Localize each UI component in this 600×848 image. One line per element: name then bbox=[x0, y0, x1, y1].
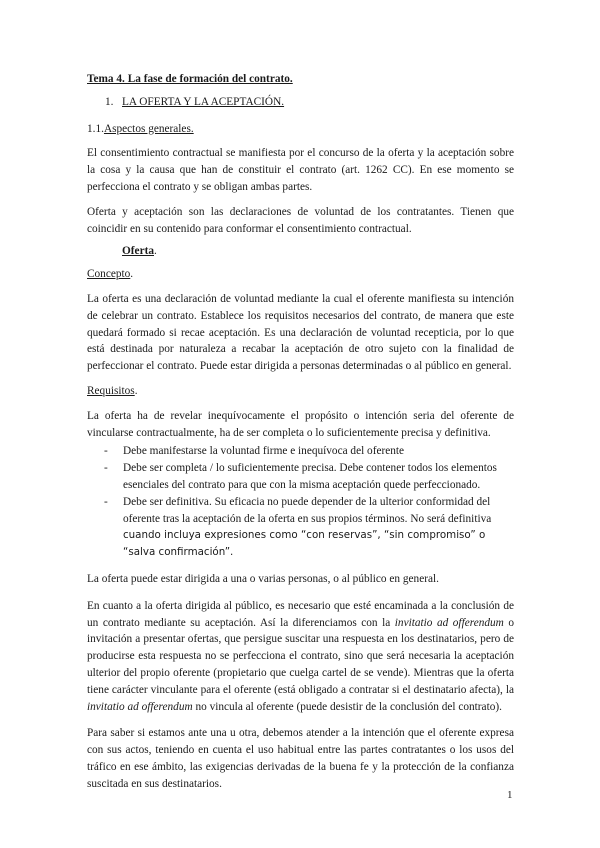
section-number: 1. bbox=[105, 95, 114, 108]
page-content bbox=[87, 71, 514, 792]
list-item: - Debe ser completa / lo suficientemente precisa. Debe contener todos los elementos esenciales del contrato para que con la misma aceptación quede perfeccionado. bbox=[87, 460, 514, 494]
subsection-number: 1.1. bbox=[87, 122, 104, 135]
section-label: LA OFERTA Y LA ACEPTACIÓN. bbox=[122, 95, 285, 108]
dash-bullet: - bbox=[104, 445, 108, 458]
paragraph-oferta-publico: En cuanto a la oferta dirigida al público, es necesario que esté encaminada a la conclusión de un contrato mediante su aceptación. Así la diferenciamos con la invitatio ad offerendum o invitación a presentar ofertas, que persigue suscitar una respuesta en los destinatarios, pero de producirse esta respuesta no se perfecciona el contrato, sino que será necesaria la aceptación ulterior del propio oferente (propietario que cuelga cartel de se vende). Mientras que la oferta tiene carácter vinculante para el oferente (está obligado a contratar si el destinatario afecta), la invitatio ad offerendum no vincula al oferente (puede desistir de la conclusión del contrato). bbox=[87, 599, 514, 713]
oferta-heading: Oferta. bbox=[122, 245, 157, 258]
paragraph-consentimiento: El consentimiento contractual se manifiesta por el concurso de la oferta y la aceptación sobre la cosa y la causa que han de constituir el contrato (art. 1262 CC). En ese momento se perfecciona el contrato y se obligan ambas partes. bbox=[87, 147, 514, 193]
list-item: - Debe manifestarse la voluntad firme e inequívoca del oferente bbox=[87, 443, 514, 460]
document-title: Tema 4. La fase de formación del contrato. bbox=[87, 73, 293, 85]
paragraph-concepto: La oferta es una declaración de voluntad mediante la cual el oferente manifiesta su intención de celebrar un contrato. Establece los requisitos necesarios del contrato, de manera que este quedará formado si recae aceptación. Es una declaración de voluntad recepticia, por lo que está destinada por naturaleza a recabar la aceptación de otro sujeto con la finalidad de perfeccionar el contrato. Puede estar dirigida a personas determinadas o al público en general. bbox=[87, 292, 514, 373]
requisitos-list bbox=[87, 443, 514, 561]
dash-bullet: - bbox=[104, 462, 108, 475]
section-heading-1 bbox=[87, 94, 514, 111]
paragraph-declaraciones: Oferta y aceptación son las declaraciones de voluntad de los contratantes. Tienen que coincidir en su contenido para conformar el consentimiento contractual. bbox=[87, 205, 514, 235]
dash-bullet: - bbox=[104, 495, 108, 508]
page-number: 1 bbox=[507, 789, 513, 801]
subsection-label: Aspectos generales. bbox=[103, 122, 194, 135]
paragraph-requisitos: La oferta ha de revelar inequívocamente el propósito o intención seria del oferente de vincularse contractualmente, ha de ser completa o lo suficientemente precisa y definitiva. bbox=[87, 409, 514, 439]
paragraph-intencion: Para saber si estamos ante una u otra, debemos atender a la intención que el oferente expresa con sus actos, teniendo en cuenta el uso habitual entre las partes contratantes o los usos del tráfico en ese ámbito, las exigencias derivadas de la buena fe y la protección de la confianza suscitada en sus destinatarios. bbox=[87, 727, 514, 790]
subsection-heading-1-1 bbox=[87, 121, 514, 138]
concepto-heading: Concepto. bbox=[87, 268, 134, 281]
paragraph-destinatarios: La oferta puede estar dirigida a una o varias personas, o al público en general. bbox=[87, 572, 439, 585]
list-item: - Debe ser definitiva. Su eficacia no puede depender de la ulterior conformidad del oferente tras la aceptación de la oferta en sus propios términos. No será definitiva cuando incluya expresiones como “con reservas”, “sin compromiso” o “salva confirmación”. bbox=[87, 494, 514, 561]
requisitos-heading: Requisitos. bbox=[87, 384, 138, 397]
